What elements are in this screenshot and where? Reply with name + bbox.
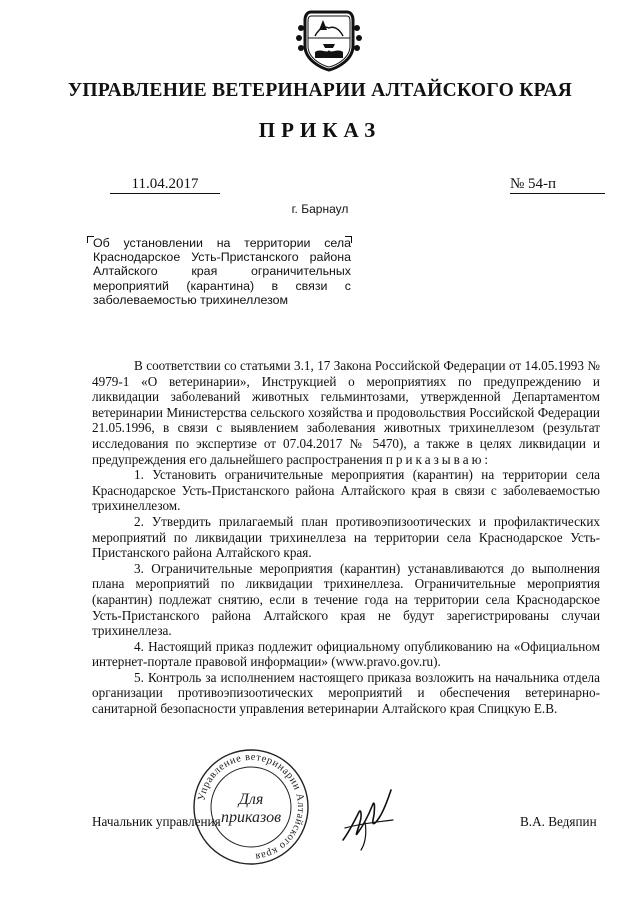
order-item-4: 4. Настоящий приказ подлежит официальному опубликованию на «Официальном интернет-портале правовой информации» (www.pravo.gov.ru). (92, 638, 600, 670)
organization-title: УПРАВЛЕНИЕ ВЕТЕРИНАРИИ АЛТАЙСКОГО КРАЯ (67, 80, 573, 101)
coat-of-arms-icon (293, 8, 365, 72)
signer-name: В.А. Ведяпин (520, 814, 597, 829)
order-item-2: 2. Утвердить прилагаемый план противоэпизоотических и профилактических мероприятий по ликвидации трихинеллеза на территории села Краснодарское Усть-Пристанского района Алтайского края. (92, 513, 600, 561)
stamp-center-line-2: приказов (220, 809, 282, 826)
order-place: г. Барнаул (291, 202, 349, 216)
document-type-heading: ПРИКАЗ (258, 118, 382, 142)
preamble-paragraph (92, 358, 600, 467)
order-number: № 54-п (510, 176, 605, 194)
order-body (92, 358, 600, 717)
preamble-text: В соответствии со статьями 3.1, 17 Закона Российской Федерации от 14.05.1993 № 4979-1 «О ветеринарии», Инструкцией о мероприятиях по предупреждению и ликвидации заболеваний животных гельминтозами, утвержденной Департаментом ветеринарии Министерства сельского хозяйства и продовольствия Российской Федерации 21.05.1996, в связи с выявлением заболевания животных трихинеллезом (результат исследования по экспертизе от 07.04.2017 № 5470), а также в целях ликвидации и предупреждения его дальнейшего распространения (92, 358, 600, 467)
order-item-5: 5. Контроль за исполнением настоящего приказа возложить на начальника отдела организации противоэпизоотических мероприятий и обеспечения ветеринарно-санитарной безопасности управления ветеринарии Алтайского края Спицкую Е.В. (92, 669, 600, 717)
stamp-center-line-1: Для (238, 791, 264, 808)
round-stamp (192, 748, 310, 866)
stamp-ring-text: Управление ветеринарии Алтайского края (196, 751, 307, 862)
handwritten-signature (335, 782, 399, 854)
order-item-1: 1. Установить ограничительные мероприятия (карантин) на территории села Краснодарское Усть-Пристанского района Алтайского края в связи с заболеваемостью трихинеллезом. (92, 467, 600, 514)
order-subject: Об установлении на территории села Краснодарское Усть-Пристанского района Алтайского края ограничительных мероприятий (карантина) в связи с заболеваемостью трихинеллезом (93, 236, 351, 307)
signer-position: Начальник управления (92, 814, 221, 829)
order-directive-word: приказываю: (385, 451, 492, 467)
order-item-3: 3. Ограничительные мероприятия (карантин) устанавливаются до выполнения плана мероприятий по ликвидации трихинеллеза. Ограничительные мероприятия (карантин) подлежат снятию, если в течение года на территории села Краснодарское Усть-Пристанского района Алтайского края не будут зарегистрированы случаи трихинеллеза. (92, 560, 600, 639)
order-date: 11.04.2017 (110, 176, 220, 194)
